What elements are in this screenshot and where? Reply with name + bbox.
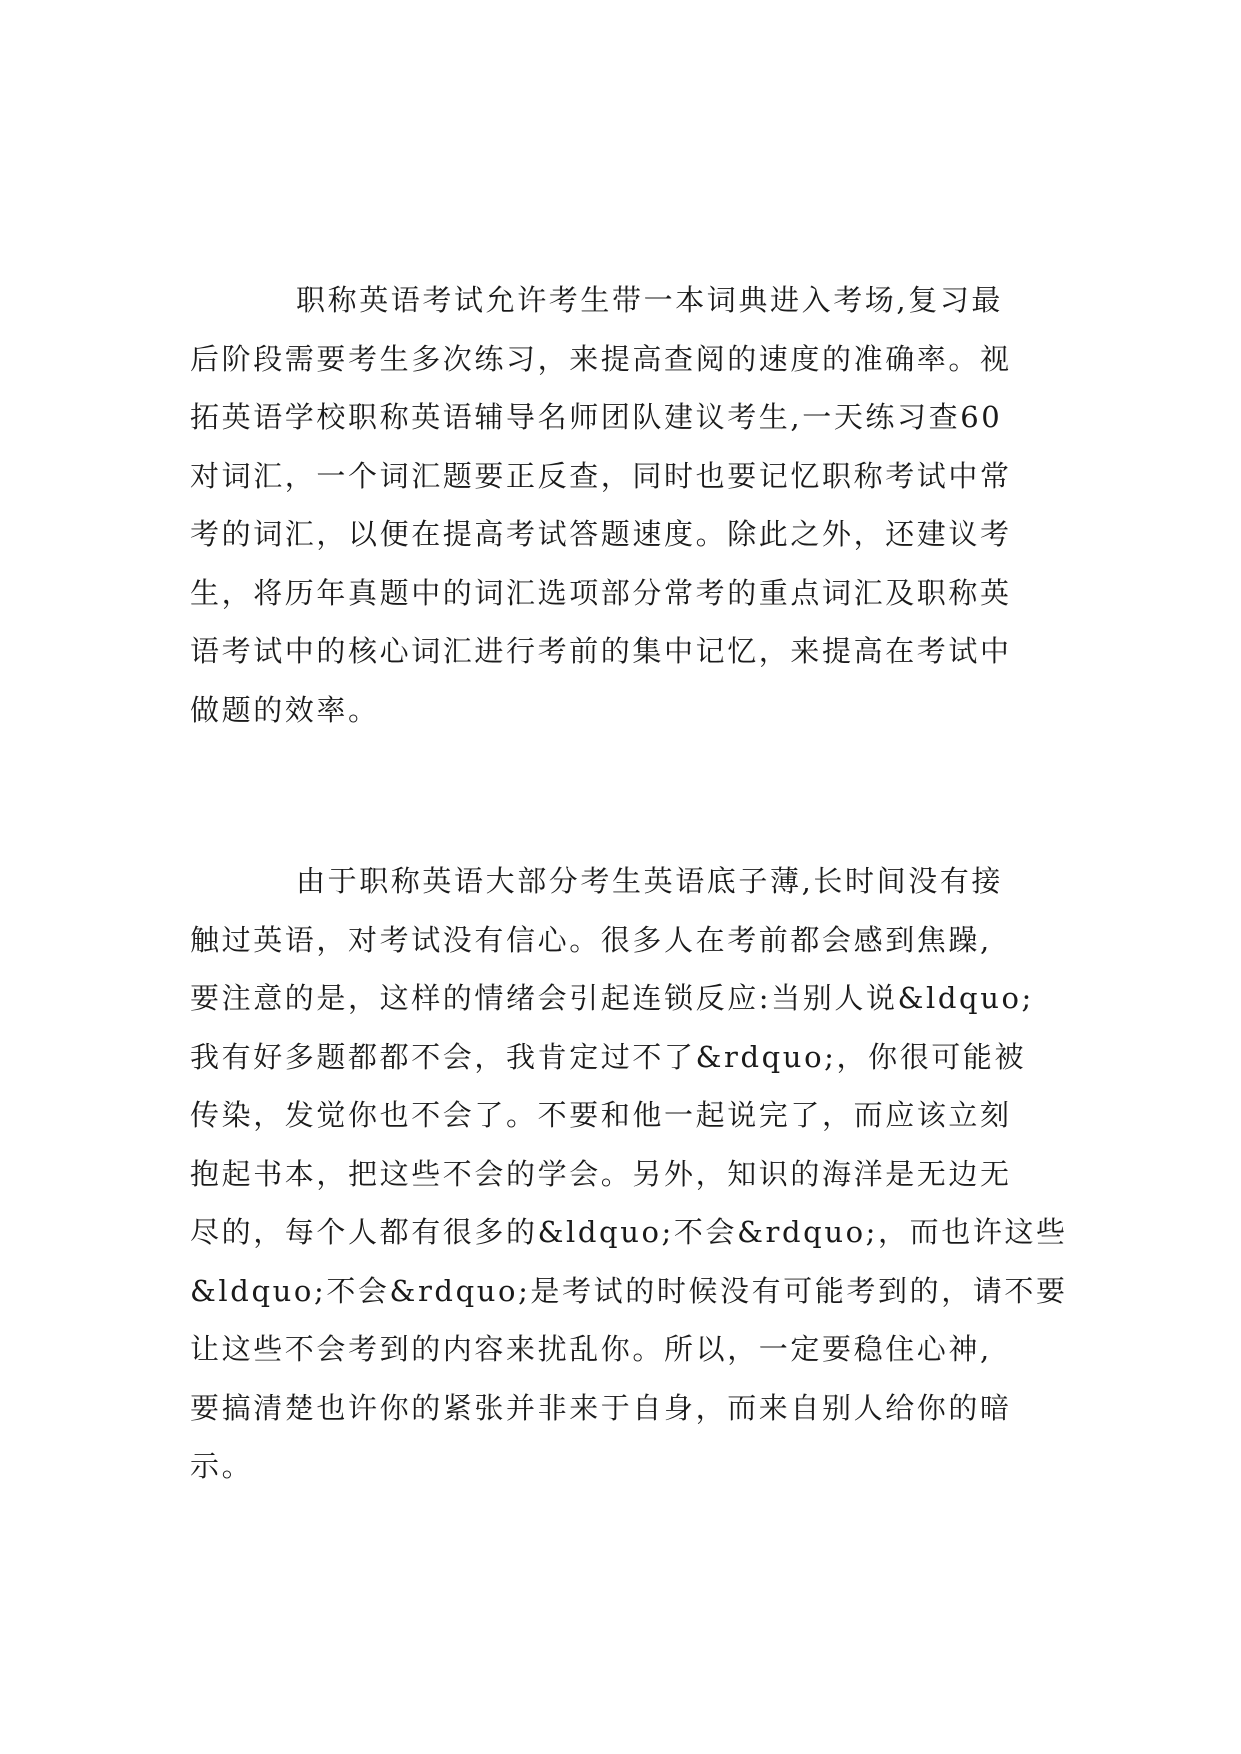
paragraph-2-line-8: &ldquo;不会&rdquo;是考试的时候没有可能考到的，请不要 bbox=[190, 1273, 1068, 1308]
paragraph-2-line-10: 要搞清楚也许你的紧张并非来于自身，而来自别人给你的暗 bbox=[190, 1390, 1012, 1425]
paragraph-2-line-9: 让这些不会考到的内容来扰乱你。所以，一定要稳住心神, bbox=[190, 1332, 992, 1366]
paragraph-1 bbox=[190, 271, 1050, 739]
paragraph-2-line-3: 要注意的是，这样的情绪会引起连锁反应:当别人说&ldquo; bbox=[190, 981, 1034, 1015]
paragraph-2-line-11: 示。 bbox=[190, 1449, 254, 1483]
paragraph-1-line-8: 做题的效率。 bbox=[190, 692, 380, 727]
paragraph-2-line-5: 传染，发觉你也不会了。不要和他一起说完了，而应该立刻 bbox=[190, 1098, 1012, 1132]
paragraph-2 bbox=[190, 852, 1068, 1496]
paragraph-2-line-7: 尽的，每个人都有很多的&ldquo;不会&rdquo;，而也许这些 bbox=[190, 1215, 1068, 1249]
paragraph-1-line-6: 生，将历年真题中的词汇选项部分常考的重点词汇及职称英 bbox=[190, 575, 1012, 610]
paragraph-2-line-4: 我有好多题都都不会，我肯定过不了&rdquo;，你很可能被 bbox=[190, 1039, 1027, 1074]
paragraph-2-line-6: 抱起书本，把这些不会的学会。另外，知识的海洋是无边无 bbox=[190, 1156, 1012, 1191]
paragraph-1-line-3: 拓英语学校职称英语辅导名师团队建议考生,一天练习查60 bbox=[190, 400, 1003, 434]
paragraph-1-line-4: 对词汇，一个词汇题要正反查，同时也要记忆职称考试中常 bbox=[190, 458, 1012, 493]
paragraph-2-line-1: 由于职称英语大部分考生英语底子薄,长时间没有接 bbox=[296, 864, 1004, 898]
paragraph-2-line-2: 触过英语，对考试没有信心。很多人在考前都会感到焦躁, bbox=[190, 922, 992, 957]
paragraph-1-line-7: 语考试中的核心词汇进行考前的集中记忆，来提高在考试中 bbox=[190, 634, 1012, 668]
paragraph-1-line-2: 后阶段需要考生多次练习，来提高查阅的速度的准确率。视 bbox=[190, 341, 1012, 376]
paragraph-1-line-1: 职称英语考试允许考生带一本词典进入考场,复习最 bbox=[296, 283, 1004, 317]
paragraph-1-line-5: 考的词汇，以便在提高考试答题速度。除此之外，还建议考 bbox=[190, 517, 1012, 551]
